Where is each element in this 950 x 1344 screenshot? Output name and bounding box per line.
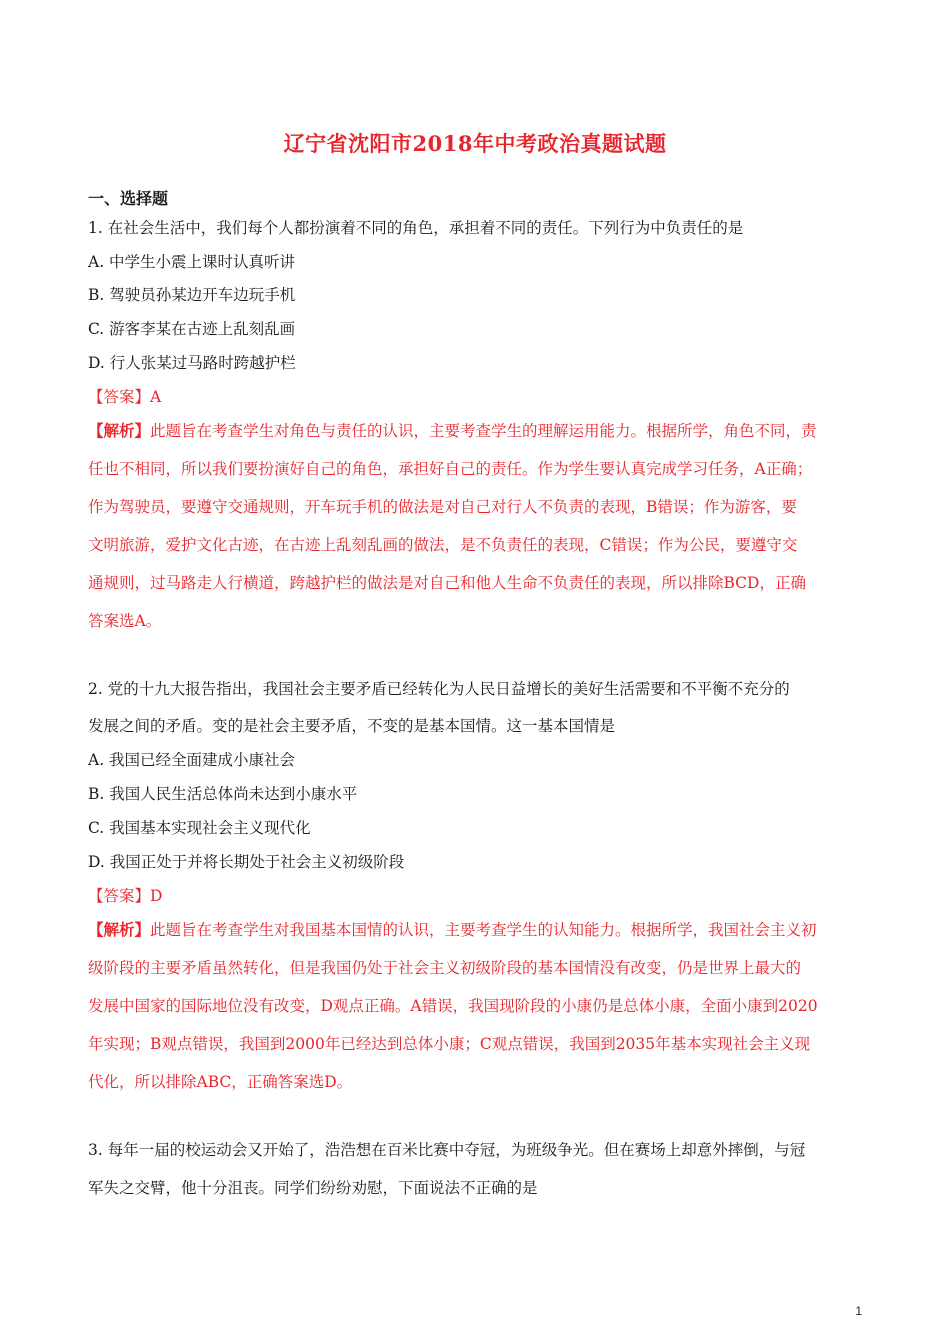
question-1-answer bbox=[88, 387, 161, 407]
question-2-option-d: D. 我国正处于并将长期处于社会主义初级阶段 bbox=[88, 853, 405, 871]
question-2-answer bbox=[88, 886, 162, 906]
question-1-analysis-line: 答案选A。 bbox=[88, 612, 162, 630]
question-2-analysis-line: 级阶段的主要矛盾虽然转化，但是我国仍处于社会主义初级阶段的基本国情没有改变，仍是世界上最大的 bbox=[88, 959, 802, 977]
question-2-stem: 发展之间的矛盾。变的是社会主要矛盾，不变的是基本国情。这一基本国情是 bbox=[88, 717, 616, 735]
question-1-analysis-line bbox=[88, 421, 817, 441]
analysis-text: 此题旨在考查学生对我国基本国情的认识，主要考查学生的认知能力。根据所学，我国社会主义初 bbox=[150, 921, 817, 939]
question-1-option-b: B. 驾驶员孙某边开车边玩手机 bbox=[88, 286, 296, 304]
question-2-option-c: C. 我国基本实现社会主义现代化 bbox=[88, 819, 311, 837]
question-1-analysis-line: 文明旅游，爱护文化古迹，在古迹上乱刻乱画的做法，是不负责任的表现，C错误；作为公民，要遵守交 bbox=[88, 536, 798, 554]
question-2-option-b: B. 我国人民生活总体尚未达到小康水平 bbox=[88, 785, 358, 803]
question-1-option-a: A. 中学生小震上课时认真听讲 bbox=[88, 253, 296, 271]
question-2-analysis-line: 发展中国家的国际地位没有改变，D观点正确。A错误，我国现阶段的小康仍是总体小康，全面小康到2020 bbox=[88, 997, 818, 1015]
page-title: 辽宁省沈阳市2018年中考政治真题试题 bbox=[283, 131, 667, 156]
answer-tag: 【答案】 bbox=[88, 887, 151, 905]
answer-tag: 【答案】 bbox=[88, 388, 151, 406]
question-2-analysis-line: 代化，所以排除ABC，正确答案选D。 bbox=[88, 1073, 353, 1091]
question-1-option-d: D. 行人张某过马路时跨越护栏 bbox=[88, 354, 296, 372]
analysis-text: 此题旨在考查学生对角色与责任的认识，主要考查学生的理解运用能力。根据所学，角色不同，责 bbox=[150, 422, 817, 440]
question-3-stem: 军失之交臂，他十分沮丧。同学们纷纷劝慰，下面说法不正确的是 bbox=[88, 1179, 538, 1197]
question-1-analysis-line: 通规则，过马路走人行横道，跨越护栏的做法是对自己和他人生命不负责任的表现，所以排除BCD，正确 bbox=[88, 574, 806, 592]
analysis-tag: 【解析】 bbox=[88, 920, 151, 939]
question-2-stem: 2. 党的十九大报告指出，我国社会主要矛盾已经转化为人民日益增长的美好生活需要和不平衡不充分的 bbox=[88, 680, 790, 698]
page-number: 1 bbox=[855, 1304, 862, 1318]
question-1-analysis-line: 任也不相同，所以我们要扮演好自己的角色，承担好自己的责任。作为学生要认真完成学习任务，A正确； bbox=[88, 460, 813, 478]
answer-value: A bbox=[150, 388, 162, 406]
question-2-analysis-line: 年实现；B观点错误，我国到2000年已经达到总体小康；C观点错误，我国到2035年基本实现社会主义现 bbox=[88, 1035, 811, 1053]
question-1-analysis-line: 作为驾驶员，要遵守交通规则，开车玩手机的做法是对自己对行人不负责的表现，B错误；作为游客，要 bbox=[88, 498, 797, 516]
analysis-tag: 【解析】 bbox=[88, 421, 151, 440]
question-1-option-c: C. 游客李某在古迹上乱刻乱画 bbox=[88, 320, 296, 338]
question-1-stem: 1. 在社会生活中，我们每个人都扮演着不同的角色，承担着不同的责任。下列行为中负责任的是 bbox=[88, 219, 744, 237]
question-3-stem: 3. 每年一届的校运动会又开始了，浩浩想在百米比赛中夺冠，为班级争光。但在赛场上却意外摔倒，与冠 bbox=[88, 1141, 806, 1159]
answer-value: D bbox=[150, 887, 163, 905]
section-heading: 一、选择题 bbox=[88, 189, 169, 208]
question-2-analysis-line bbox=[88, 920, 817, 940]
question-2-option-a: A. 我国已经全面建成小康社会 bbox=[88, 751, 296, 769]
